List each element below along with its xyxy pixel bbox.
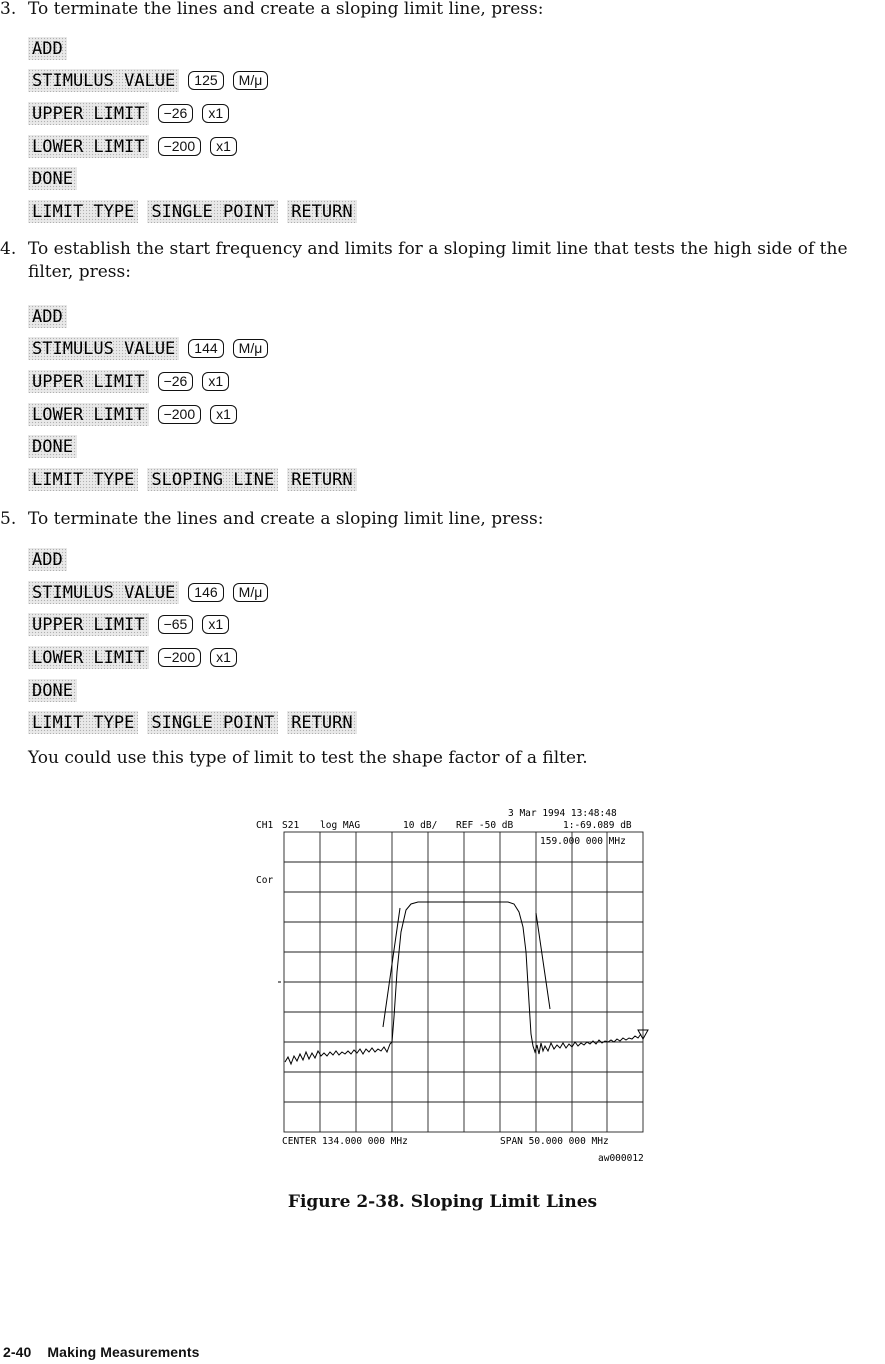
hardkey-number[interactable]: 125 <box>188 71 223 90</box>
graticule <box>284 832 643 1132</box>
key-row <box>28 304 67 328</box>
hardkey-number[interactable]: −200 <box>158 648 202 667</box>
key-row <box>28 434 77 458</box>
key-row <box>28 36 67 60</box>
softkey-upper-limit[interactable]: UPPER LIMIT <box>28 370 149 393</box>
figure-caption: Figure 2-38. Sloping Limit Lines <box>287 1192 598 1212</box>
softkey-limit-type[interactable]: LIMIT TYPE <box>28 200 138 223</box>
hardkey-unit[interactable]: x1 <box>202 372 229 391</box>
key-row <box>28 547 67 571</box>
step-text: To terminate the lines and create a sloping limit line, press: <box>28 0 544 19</box>
note-text: You could use this type of limit to test the shape factor of a filter. <box>28 748 588 768</box>
softkey-upper-limit[interactable]: UPPER LIMIT <box>28 102 149 125</box>
softkey-done[interactable]: DONE <box>28 679 77 702</box>
key-row <box>28 612 229 636</box>
hardkey-number[interactable]: −26 <box>158 104 194 123</box>
display-center: CENTER 134.000 000 MHz <box>282 1136 408 1147</box>
hardkey-unit[interactable]: x1 <box>202 104 229 123</box>
hardkey-number[interactable]: −65 <box>158 615 194 634</box>
display-marker-readout: 1:-69.089 dB <box>563 820 632 831</box>
key-row <box>28 101 229 125</box>
display-span: SPAN 50.000 000 MHz <box>500 1136 609 1147</box>
display-scale: 10 dB/ <box>403 820 438 831</box>
softkey-return[interactable]: RETURN <box>287 200 356 223</box>
softkey-type-choice[interactable]: SLOPING LINE <box>147 468 278 491</box>
hardkey-number[interactable]: −200 <box>158 137 202 156</box>
softkey-type-choice[interactable]: SINGLE POINT <box>147 711 278 734</box>
step-number: 4. <box>0 239 17 259</box>
key-row <box>28 645 237 669</box>
key-row <box>28 199 357 223</box>
key-row <box>28 402 237 426</box>
key-row <box>28 336 268 360</box>
softkey-done[interactable]: DONE <box>28 435 77 458</box>
softkey-add[interactable]: ADD <box>28 305 67 328</box>
display-ref: REF -50 dB <box>456 820 514 831</box>
figure-id: aw000012 <box>598 1153 644 1164</box>
hardkey-unit[interactable]: x1 <box>202 615 229 634</box>
softkey-lower-limit[interactable]: LOWER LIMIT <box>28 646 149 669</box>
display-marker-freq: 159.000 000 MHz <box>540 836 626 847</box>
page-number: 2-40 <box>3 1344 32 1360</box>
hardkey-number[interactable]: 144 <box>188 339 223 358</box>
softkey-stimulus-value[interactable]: STIMULUS VALUE <box>28 337 179 360</box>
softkey-type-choice[interactable]: SINGLE POINT <box>147 200 278 223</box>
key-row <box>28 580 268 604</box>
hardkey-unit[interactable]: M/μ <box>233 583 269 602</box>
key-row <box>28 166 77 190</box>
display-channel: CH1 <box>256 820 274 831</box>
key-row <box>28 134 237 158</box>
key-row <box>28 678 77 702</box>
hardkey-unit[interactable]: M/μ <box>233 339 269 358</box>
softkey-return[interactable]: RETURN <box>287 468 356 491</box>
hardkey-number[interactable]: −26 <box>158 372 194 391</box>
softkey-done[interactable]: DONE <box>28 167 77 190</box>
step-text: To terminate the lines and create a sloping limit line, press: <box>28 509 544 529</box>
key-row <box>28 710 357 734</box>
display-date: 3 Mar 1994 13:48:48 <box>508 808 617 819</box>
hardkey-unit[interactable]: M/μ <box>233 71 269 90</box>
softkey-stimulus-value[interactable]: STIMULUS VALUE <box>28 581 179 604</box>
softkey-lower-limit[interactable]: LOWER LIMIT <box>28 135 149 158</box>
softkey-limit-type[interactable]: LIMIT TYPE <box>28 711 138 734</box>
section-title: Making Measurements <box>47 1344 200 1360</box>
analyzer-display <box>248 802 668 1172</box>
hardkey-number[interactable]: −200 <box>158 405 202 424</box>
softkey-stimulus-value[interactable]: STIMULUS VALUE <box>28 69 179 92</box>
step-text: To establish the start frequency and limits for a sloping limit line that tests the high side of the filter, press: <box>28 239 848 282</box>
hardkey-unit[interactable]: x1 <box>210 405 237 424</box>
softkey-limit-type[interactable]: LIMIT TYPE <box>28 468 138 491</box>
limit-line-high-side <box>536 913 550 1009</box>
softkey-add[interactable]: ADD <box>28 37 67 60</box>
trace-s21 <box>285 902 641 1064</box>
key-row <box>28 68 268 92</box>
key-row <box>28 467 357 491</box>
analyzer-screen-figure <box>248 802 668 1172</box>
hardkey-unit[interactable]: x1 <box>210 648 237 667</box>
display-cor: Cor <box>256 875 274 886</box>
step-number: 3. <box>0 0 17 19</box>
softkey-lower-limit[interactable]: LOWER LIMIT <box>28 403 149 426</box>
softkey-add[interactable]: ADD <box>28 548 67 571</box>
hardkey-number[interactable]: 146 <box>188 583 223 602</box>
display-format: log MAG <box>320 820 361 831</box>
key-row <box>28 369 229 393</box>
step-number: 5. <box>0 509 17 529</box>
softkey-upper-limit[interactable]: UPPER LIMIT <box>28 613 149 636</box>
softkey-return[interactable]: RETURN <box>287 711 356 734</box>
display-param: S21 <box>282 820 300 831</box>
page-footer <box>3 1344 215 1360</box>
hardkey-unit[interactable]: x1 <box>210 137 237 156</box>
